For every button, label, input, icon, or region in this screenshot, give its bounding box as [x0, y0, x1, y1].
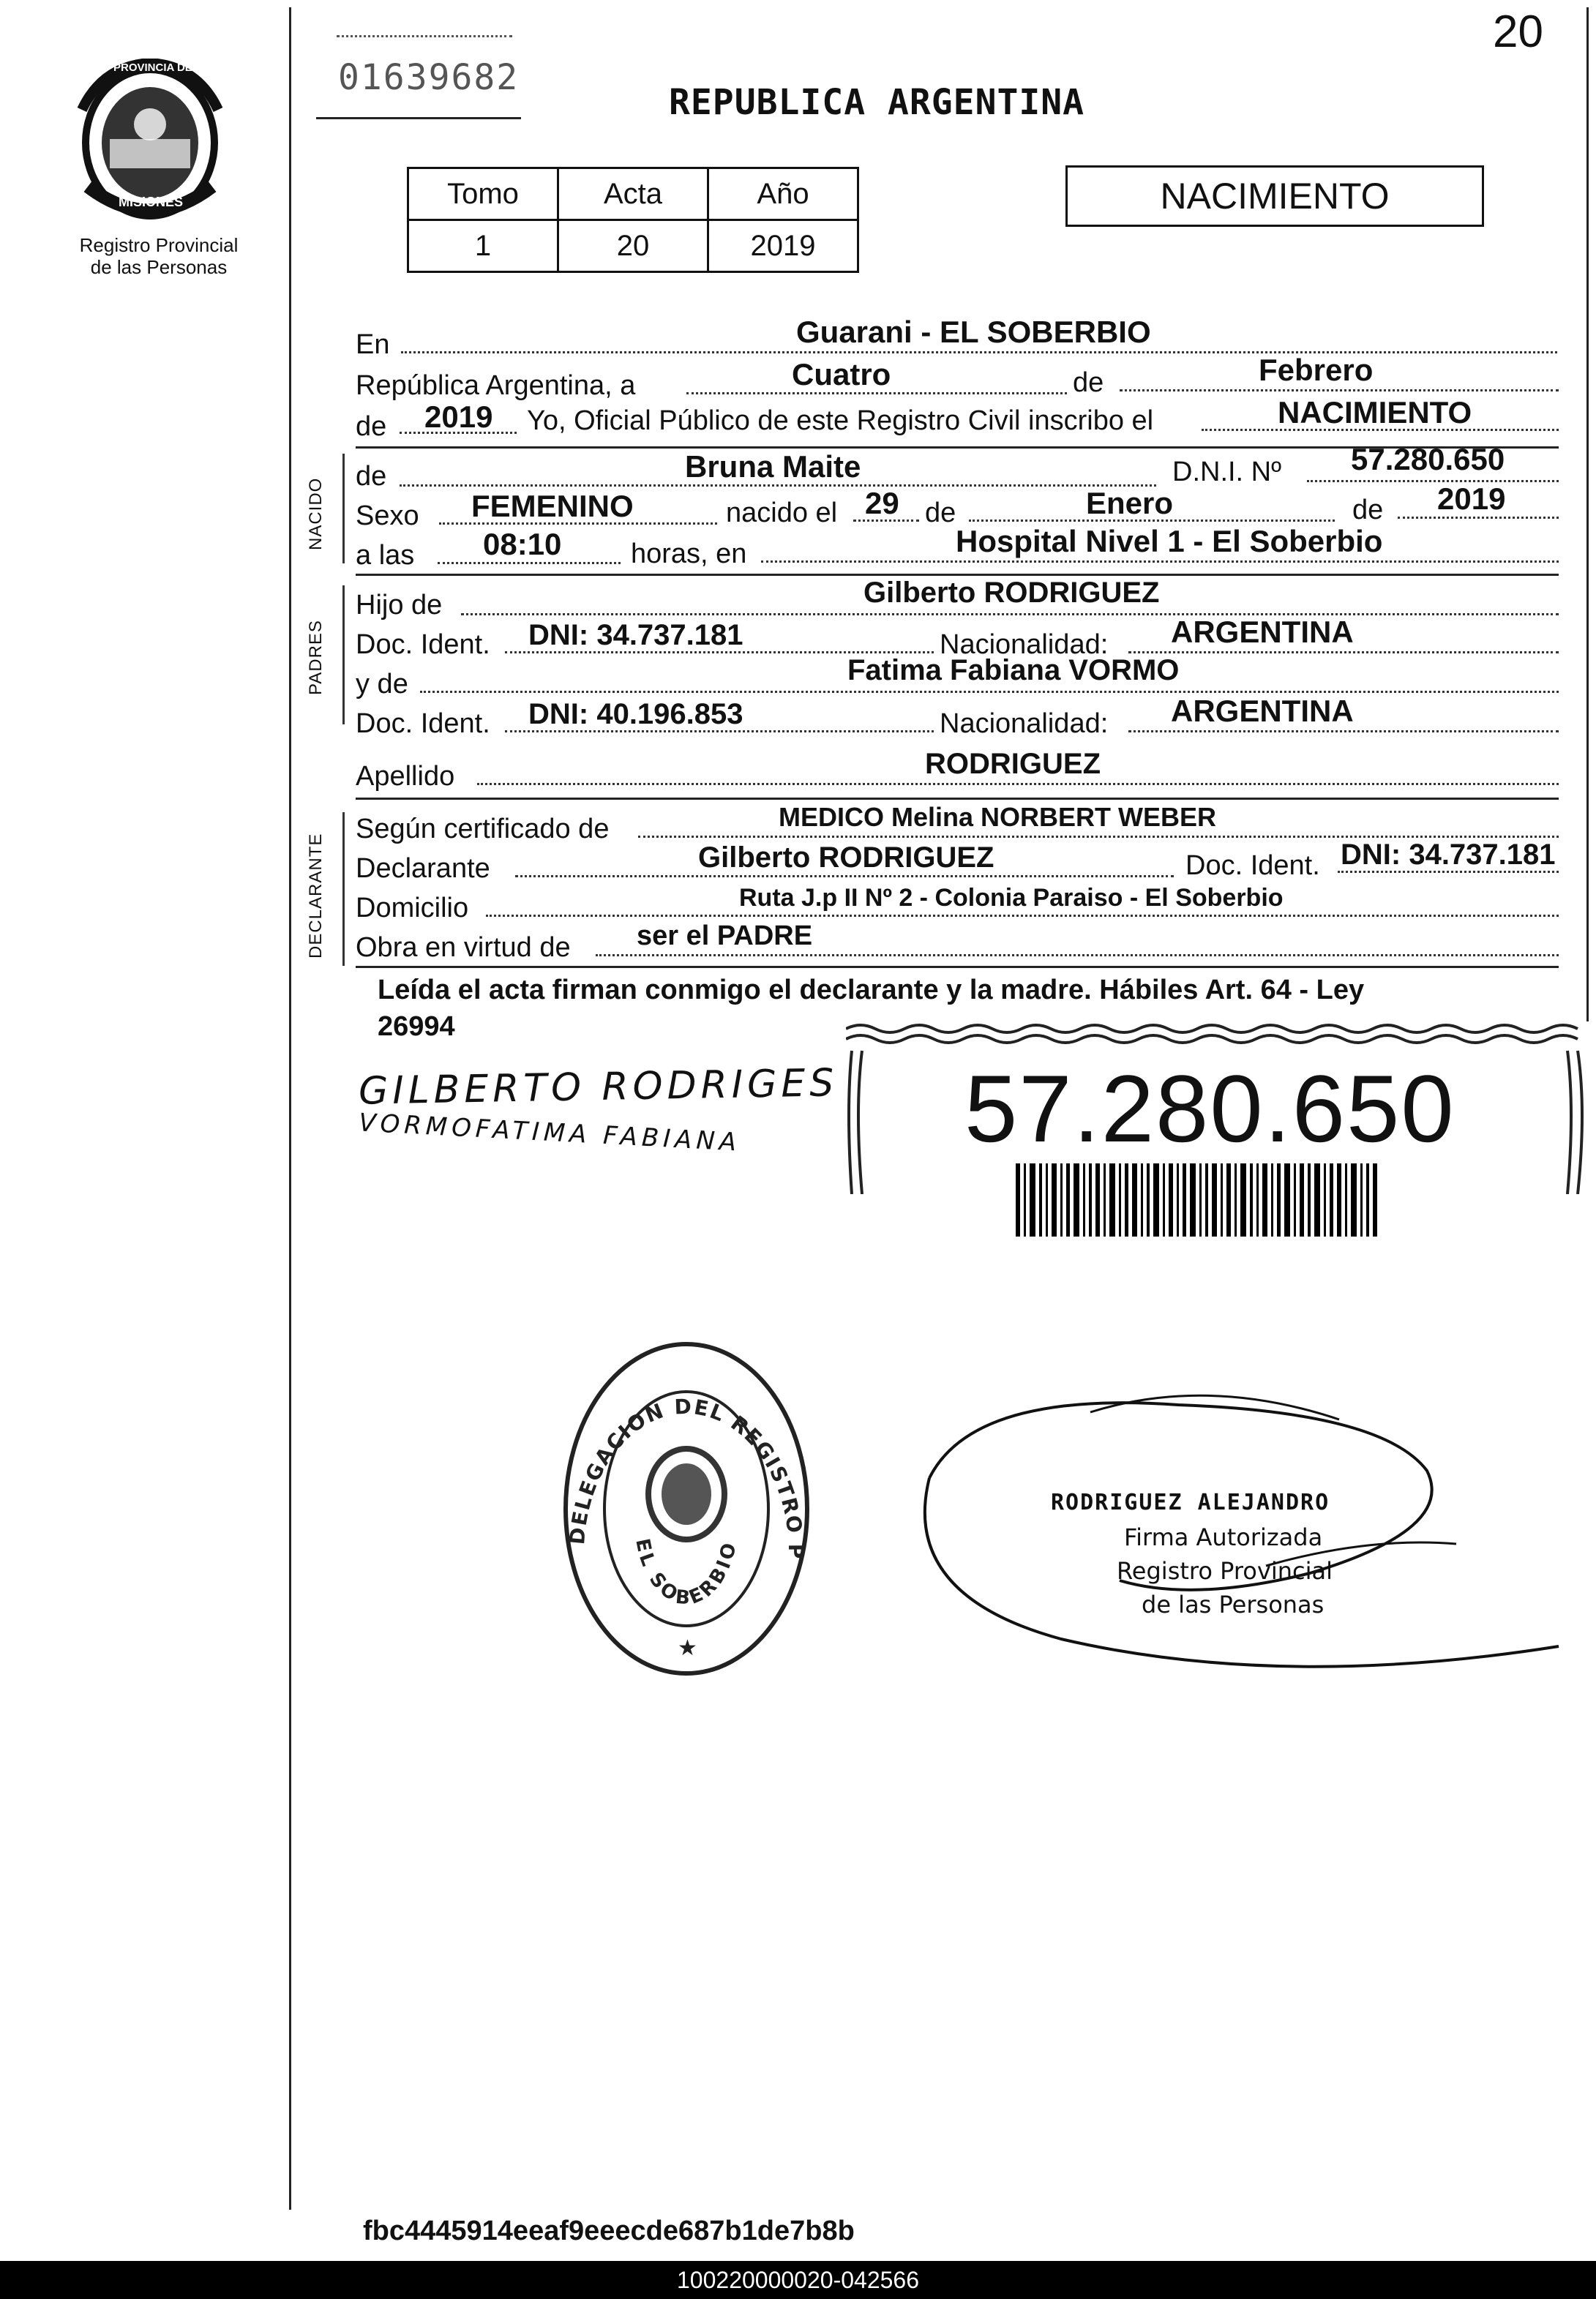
logo-caption-2: de las Personas — [90, 256, 228, 278]
certificate-issuer: MEDICO Melina NORBERT WEBER — [779, 802, 1217, 832]
header-acta: Acta — [558, 168, 708, 220]
label-en: En — [356, 329, 390, 360]
child-name: Bruna Maite — [685, 449, 861, 484]
right-margin-line — [1586, 7, 1589, 1068]
label-de-month: de — [1073, 367, 1104, 398]
label-a-las: a las — [356, 540, 415, 571]
round-stamp — [555, 1333, 818, 1684]
oval-stamp-line-4: de las Personas — [1142, 1591, 1325, 1619]
declarant-address: Ruta J.p II Nº 2 - Colonia Paraiso - El Soberbio — [739, 884, 1284, 912]
footer-hash: fbc4445914eeaf9eeecde687b1de7b8b — [363, 2216, 855, 2246]
label-father-nat: Nacionalidad: — [940, 629, 1109, 660]
date-month: Febrero — [1259, 353, 1374, 387]
birth-month: Enero — [1086, 486, 1174, 520]
doc-type-box — [1065, 165, 1484, 227]
label-birth-de: de — [925, 498, 956, 528]
oval-stamp — [900, 1361, 1595, 1727]
label-father-doc: Doc. Ident. — [356, 629, 490, 660]
mother-nationality: ARGENTINA — [1171, 694, 1354, 728]
round-stamp-outer-text: DELEGACION DEL REGISTRO P — [565, 1394, 809, 1561]
label-dni: D.N.I. Nº — [1172, 457, 1281, 487]
label-y-de: y de — [356, 669, 408, 700]
doc-type: NACIMIENTO — [1160, 176, 1390, 217]
value-ano: 2019 — [708, 220, 858, 272]
child-sex: FEMENINO — [471, 489, 634, 523]
child-dni: 57.280.650 — [1351, 442, 1505, 476]
dni-number-large: 57.280.650 — [964, 1055, 1455, 1162]
seal-text-top: PROVINCIA DE — [113, 61, 192, 74]
place-value: Guarani - EL SOBERBIO — [796, 315, 1151, 349]
label-nacido-el: nacido el — [726, 498, 838, 528]
apellido-value: RODRIGUEZ — [925, 748, 1101, 780]
label-horas-en: horas, en — [631, 539, 747, 569]
oval-stamp-line-3: Registro Provincial — [1117, 1557, 1333, 1585]
declarant-name: Gilberto RODRIGUEZ — [698, 841, 994, 874]
dni-barcode — [1016, 1163, 1447, 1237]
label-domicilio: Domicilio — [356, 893, 469, 923]
oval-stamp-line-1: RODRIGUEZ ALEJANDRO — [1051, 1490, 1330, 1515]
serial-number: 01639682 — [338, 57, 520, 98]
declarant-doc: DNI: 34.737.181 — [1341, 839, 1556, 871]
header-ano: Año — [708, 168, 858, 220]
mother-doc: DNI: 40.196.853 — [528, 698, 743, 730]
label-declarant-doc: Doc. Ident. — [1185, 850, 1320, 881]
logo-caption-1: Registro Provincial — [79, 234, 239, 256]
province-seal — [73, 59, 227, 227]
serial-dots — [337, 35, 512, 37]
birth-time: 08:10 — [483, 527, 562, 561]
round-stamp-icon — [555, 1333, 818, 1684]
footer-code: 100220000020-042566 — [677, 2267, 919, 2293]
svg-text:★: ★ — [678, 1636, 697, 1660]
footer-bar — [0, 2261, 1596, 2299]
father-nationality: ARGENTINA — [1171, 615, 1354, 649]
register-table — [407, 167, 859, 273]
label-hijo-de: Hijo de — [356, 590, 443, 620]
signature-mother: VORMOFATIMA FABIANA — [358, 1108, 742, 1158]
closing-line-1: Leída el acta firman conmigo el declarante y la madre. Hábiles Art. 64 - Ley — [378, 975, 1365, 1005]
birth-day: 29 — [865, 486, 899, 520]
signature-father: GILBERTO RODRIGES — [358, 1061, 839, 1114]
mother-name: Fatima Fabiana VORMO — [847, 654, 1180, 686]
side-label-padres: PADRES — [306, 620, 326, 695]
label-mother-doc: Doc. Ident. — [356, 708, 490, 739]
label-birth-de2: de — [1352, 495, 1384, 525]
side-label-nacido: NACIDO — [306, 477, 326, 550]
birth-place: Hospital Nivel 1 - El Soberbio — [956, 524, 1383, 558]
page-number: 20 — [1493, 7, 1543, 57]
birth-year: 2019 — [1437, 481, 1506, 516]
date-act: NACIMIENTO — [1278, 395, 1472, 430]
header-tomo: Tomo — [408, 168, 558, 220]
side-label-declarante: DECLARANTE — [306, 833, 326, 959]
date-day: Cuatro — [792, 357, 891, 391]
svg-text:EL SOBERBIO — [631, 1537, 741, 1610]
left-margin-line — [289, 7, 291, 2210]
serial-underline — [316, 117, 521, 119]
label-mother-nat: Nacionalidad: — [940, 708, 1109, 739]
father-doc: DNI: 34.737.181 — [528, 619, 743, 651]
label-apellido: Apellido — [356, 761, 455, 792]
label-obra: Obra en virtud de — [356, 932, 571, 963]
value-acta: 20 — [558, 220, 708, 272]
label-republica: República Argentina, a — [356, 370, 636, 401]
label-segun-cert: Según certificado de — [356, 814, 610, 844]
label-de-year: de — [356, 411, 387, 442]
value-tomo: 1 — [408, 220, 558, 272]
oval-stamp-line-2: Firma Autorizada — [1124, 1523, 1323, 1551]
declarant-relation: ser el PADRE — [637, 920, 813, 951]
label-nacido-de: de — [356, 461, 387, 492]
father-name: Gilberto RODRIGUEZ — [863, 577, 1160, 609]
closing-line-2: 26994 — [378, 1011, 455, 1042]
label-sexo: Sexo — [356, 500, 419, 531]
label-official: Yo, Oficial Público de este Registro Civil inscribo el — [527, 405, 1154, 436]
label-declarante: Declarante — [356, 853, 490, 884]
round-stamp-inner-text: EL SOBERBIO — [631, 1537, 742, 1610]
date-year: 2019 — [424, 400, 493, 434]
page-title: REPUBLICA ARGENTINA — [669, 82, 1085, 123]
seal-text-bottom: MISIONES — [119, 195, 184, 209]
